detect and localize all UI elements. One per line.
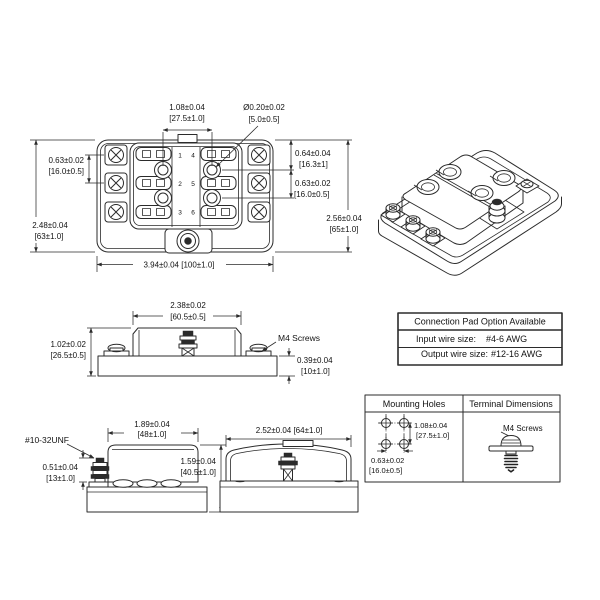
dim-height-in: 1.02±0.02	[50, 340, 86, 349]
terminal-bump	[137, 480, 157, 488]
front-top-tab	[178, 135, 197, 143]
fuse-well	[471, 186, 493, 201]
m4-screws-label: M4 Screws	[278, 333, 321, 343]
fuse-slot	[201, 148, 236, 161]
dim-cover-width-mm: [48±1.0]	[137, 430, 167, 439]
terminal-screw-icon	[105, 145, 127, 165]
fuse-slot	[201, 177, 236, 190]
fuse-slot	[136, 206, 171, 219]
terminal-post	[386, 204, 400, 219]
input-wire-value: #4-6 AWG	[486, 334, 528, 344]
terminal-bump	[113, 480, 133, 488]
m4-screw-bump	[250, 344, 267, 352]
dim-overall-height-mm: [65±1.0]	[329, 225, 359, 234]
dim-stud-height-mm: [13±1.0]	[46, 474, 75, 483]
m4-screw-bump	[108, 344, 125, 352]
fuse-position-number: 5	[191, 181, 195, 188]
fuse-position-number: 2	[178, 181, 182, 188]
dim-hole-pitch-v-mm: [27.5±1.0]	[416, 431, 450, 440]
dim-width: 2.52±0.04 [64±1.0]	[255, 426, 323, 435]
connection-pad-table	[398, 313, 562, 365]
dim-hole-pitch-h-in: 1.08±0.04	[169, 103, 205, 112]
m4-screw-washer	[489, 446, 533, 451]
terminal-screw-icon	[105, 173, 127, 193]
terminal-post	[406, 216, 420, 231]
fuse-position-number: 1	[178, 152, 182, 160]
isometric-view	[379, 151, 562, 276]
dim-overall-height-in: 2.56±0.04	[326, 214, 362, 223]
fuse-well	[493, 171, 515, 186]
terminal-screw-icon	[248, 173, 270, 193]
fuse-position-number: 3	[178, 209, 182, 217]
terminal-dimensions-header: Terminal Dimensions	[469, 399, 553, 409]
terminal-bump	[161, 480, 181, 488]
dim-height-mm: [26.5±0.5]	[50, 351, 86, 360]
small-base-plate	[87, 487, 207, 512]
dim-top-to-hole-mm: [16.3±1]	[299, 160, 328, 169]
connection-table-header: Connection Pad Option Available	[414, 316, 546, 327]
fuse-well	[439, 165, 461, 180]
spec-table	[365, 395, 560, 482]
dim-hole-pitch-h-in: 0.63±0.02	[371, 456, 405, 465]
end-view-large	[220, 426, 358, 512]
dim-terminal-pitch-left-in: 0.63±0.02	[48, 156, 84, 165]
dim-terminal-pitch-left-mm: [16.0±0.5]	[48, 167, 84, 176]
dim-height-mm: [40.5±1.0]	[180, 468, 216, 477]
dim-hole-dia-mm: [5.0±0.5]	[248, 115, 280, 124]
side-view	[50, 301, 333, 384]
front-view	[30, 103, 362, 272]
dim-cover-width-in: 2.38±0.02	[170, 301, 206, 310]
dim-height-in: 1.59±0.04	[180, 457, 216, 466]
input-wire-label: Input wire size:	[415, 334, 476, 344]
dim-base-thickness-in: 0.39±0.04	[297, 356, 333, 365]
fuse-well	[417, 180, 439, 195]
mounting-holes-header: Mounting Holes	[382, 399, 446, 409]
m4-screw-head	[501, 436, 521, 447]
terminal-screw-icon	[105, 202, 127, 222]
stud-thread-label: #10-32UNF	[25, 435, 69, 445]
dim-base-thickness-mm: [10±1.0]	[301, 367, 330, 376]
fuse-slot	[201, 206, 236, 219]
dim-top-to-hole-in: 0.64±0.04	[295, 149, 331, 158]
dim-body-height-in: 2.48±0.04	[32, 221, 68, 230]
fuse-position-number: 6	[191, 209, 195, 217]
fuse-position-number: 4	[191, 152, 195, 160]
dim-cover-width-in: 1.89±0.04	[134, 420, 170, 429]
terminal-screw-icon	[248, 145, 270, 165]
terminal-screw-icon	[248, 202, 270, 222]
dim-hole-pitch-h-mm: [16.0±0.5]	[369, 466, 403, 475]
dim-hole-pitch-v-mm: [16.0±0.5]	[294, 190, 330, 199]
dim-cover-width-mm: [60.5±0.5]	[170, 312, 206, 322]
end-view-small	[25, 420, 226, 512]
dim-body-height-mm: [63±1.0]	[34, 232, 64, 241]
mounting-hole	[204, 190, 221, 207]
side-base-plate	[98, 356, 277, 376]
dim-hole-dia-in: Ø0.20±0.02	[243, 103, 285, 112]
dim-hole-pitch-h-mm: [27.5±1.0]	[169, 114, 205, 123]
fuse-slot	[136, 148, 171, 161]
output-wire-label: Output wire size:	[420, 349, 488, 359]
dim-stud-height-in: 0.51±0.04	[42, 463, 78, 472]
large-base-plate	[220, 481, 358, 512]
mounting-hole	[155, 190, 172, 207]
dim-hole-pitch-v-in: 0.63±0.02	[295, 179, 331, 188]
dim-overall-width: 3.94±0.04 [100±1.0]	[143, 260, 215, 270]
output-wire-value: #12-16 AWG	[491, 349, 543, 359]
m4-screws-label: M4 Screws	[503, 424, 543, 433]
terminal-post	[426, 228, 440, 243]
stud-10-32	[95, 479, 105, 483]
power-stud-iso	[492, 199, 502, 205]
power-stud	[185, 238, 192, 245]
dim-hole-pitch-v-in: 1.08±0.04	[414, 421, 448, 430]
